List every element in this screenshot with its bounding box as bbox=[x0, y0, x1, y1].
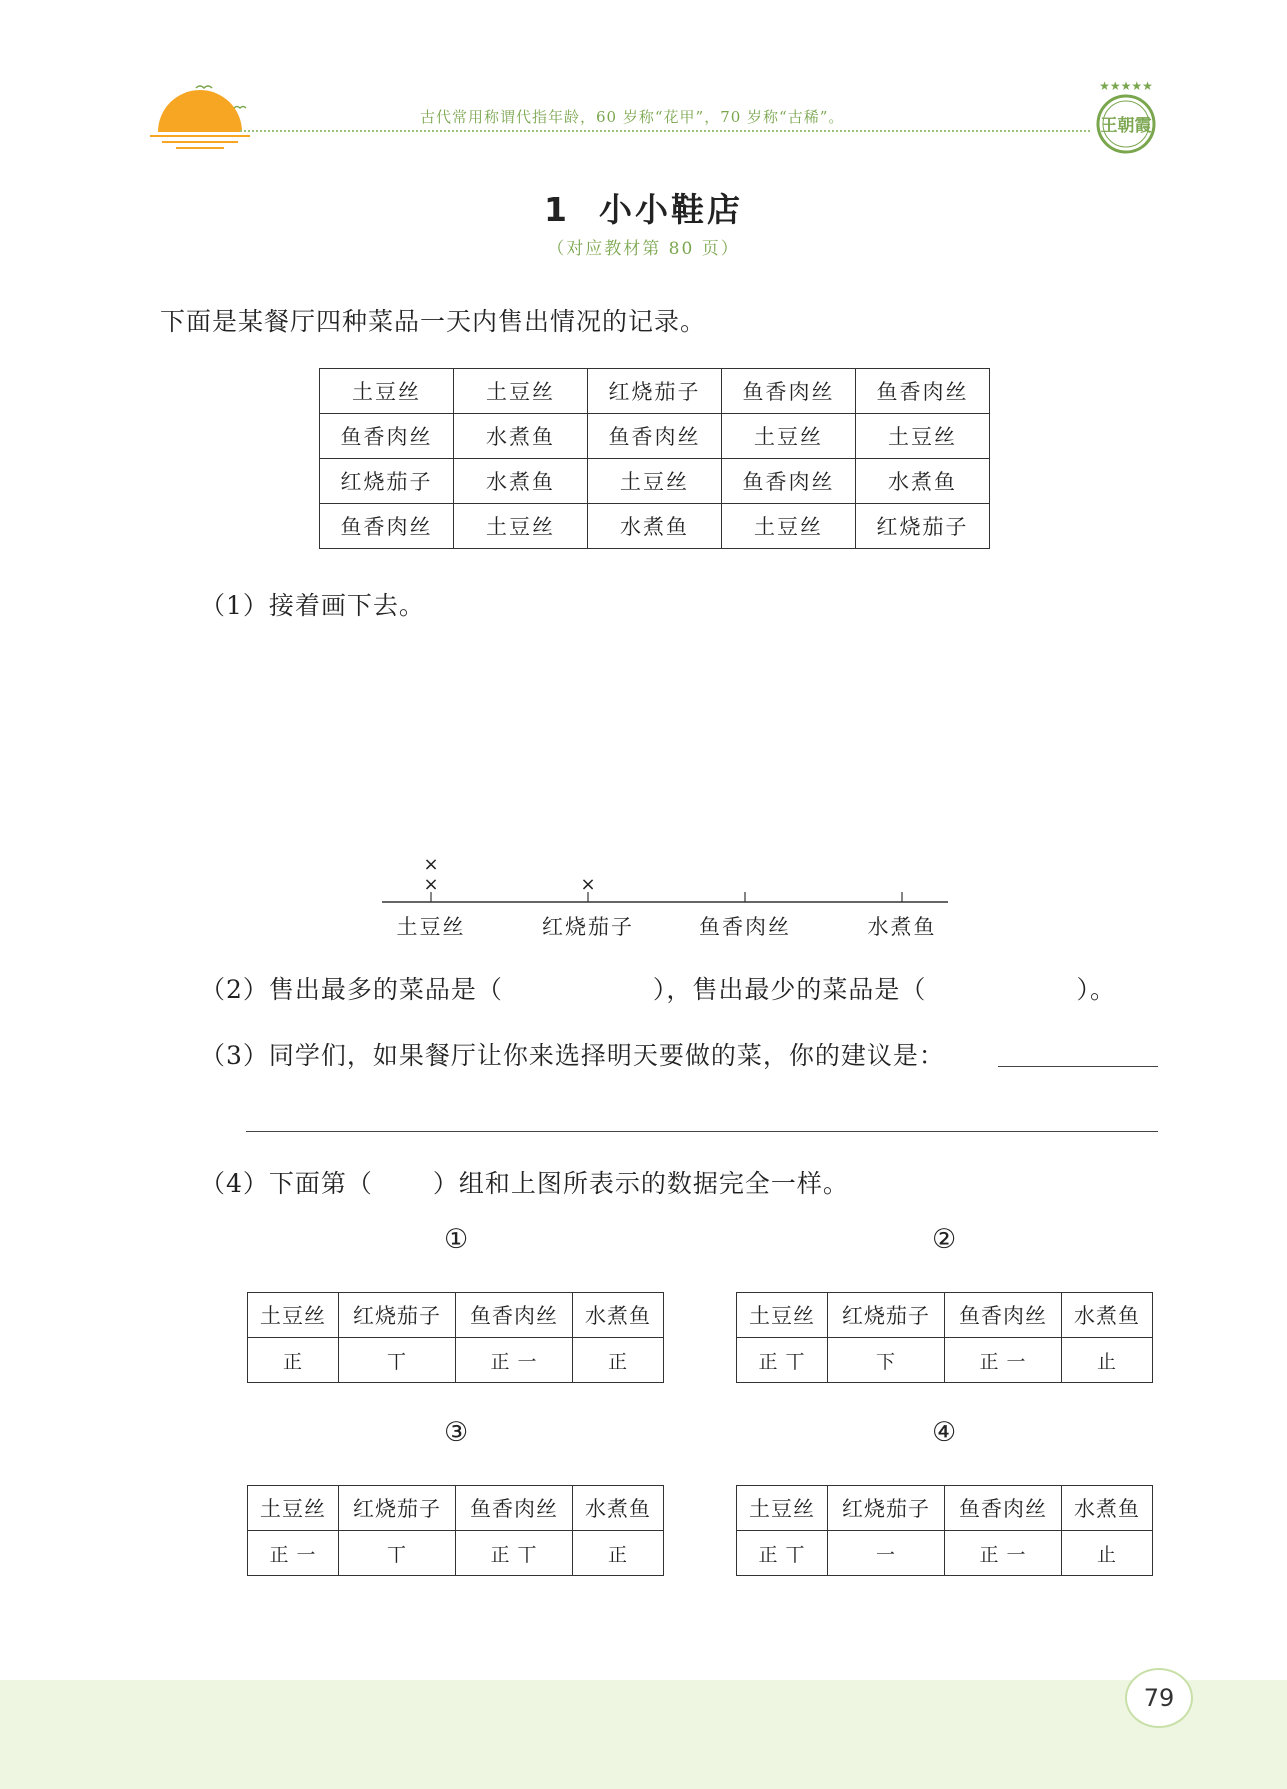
tally-cell: 正 一 bbox=[945, 1531, 1062, 1576]
tally-cell: 丅 bbox=[339, 1531, 456, 1576]
cross-mark: × bbox=[580, 874, 596, 895]
table-header-cell: 土豆丝 bbox=[248, 1293, 339, 1338]
seal-text: 王朝霞 bbox=[1100, 116, 1152, 136]
table-row bbox=[320, 369, 990, 414]
header-divider bbox=[240, 130, 1090, 132]
question-4 bbox=[200, 1164, 849, 1200]
table-cell: 鱼香肉丝 bbox=[588, 414, 722, 459]
table-cell: 红烧茄子 bbox=[320, 459, 454, 504]
table-cell: 水煮鱼 bbox=[454, 414, 588, 459]
table-header-cell: 土豆丝 bbox=[737, 1486, 828, 1531]
table-header-cell: 鱼香肉丝 bbox=[945, 1293, 1062, 1338]
answer-line[interactable] bbox=[246, 1131, 1158, 1132]
svg-text:★★★★★: ★★★★★ bbox=[1099, 79, 1153, 93]
option-3-table bbox=[247, 1485, 664, 1576]
table-header-cell: 鱼香肉丝 bbox=[945, 1486, 1062, 1531]
page-number: 79 bbox=[1125, 1668, 1193, 1728]
tally-cell: 正 bbox=[573, 1338, 664, 1383]
table-header-cell: 水煮鱼 bbox=[1062, 1486, 1153, 1531]
option-1-label: ① bbox=[444, 1224, 469, 1255]
table-header-cell: 水煮鱼 bbox=[573, 1293, 664, 1338]
table-row bbox=[248, 1338, 664, 1383]
table-cell: 土豆丝 bbox=[722, 414, 856, 459]
question-3: （3）同学们，如果餐厅让你来选择明天要做的菜，你的建议是： bbox=[200, 1041, 945, 1070]
option-2-table bbox=[736, 1292, 1153, 1383]
tally-cell: 正 丅 bbox=[737, 1531, 828, 1576]
question-1: （1）接着画下去。 bbox=[200, 591, 425, 620]
tally-cell: 正 bbox=[248, 1338, 339, 1383]
page-subtitle: （对应教材第 80 页） bbox=[547, 239, 740, 259]
table-cell: 土豆丝 bbox=[856, 414, 990, 459]
table-row bbox=[320, 504, 990, 549]
table-header-cell: 鱼香肉丝 bbox=[456, 1486, 573, 1531]
table-header-cell: 土豆丝 bbox=[737, 1293, 828, 1338]
table-cell: 红烧茄子 bbox=[856, 504, 990, 549]
table-cell: 土豆丝 bbox=[320, 369, 454, 414]
page-title: 1 小小鞋店 bbox=[544, 190, 743, 229]
table-cell: 鱼香肉丝 bbox=[722, 369, 856, 414]
category-label: 红烧茄子 bbox=[542, 915, 634, 939]
answer-line[interactable] bbox=[998, 1066, 1158, 1067]
brand-seal bbox=[1085, 76, 1167, 158]
table-header-cell: 水煮鱼 bbox=[573, 1486, 664, 1531]
table-row bbox=[320, 414, 990, 459]
table-cell: 鱼香肉丝 bbox=[722, 459, 856, 504]
dot-plot-chart bbox=[380, 840, 960, 950]
option-4-label: ④ bbox=[932, 1417, 957, 1448]
option-4-table bbox=[736, 1485, 1153, 1576]
table-header-cell: 鱼香肉丝 bbox=[456, 1293, 573, 1338]
question-2-part-a: （2）售出最多的菜品是（ bbox=[200, 975, 503, 1004]
table-row bbox=[248, 1531, 664, 1576]
tally-cell: 下 bbox=[828, 1338, 945, 1383]
table-row bbox=[737, 1338, 1153, 1383]
category-label: 鱼香肉丝 bbox=[699, 915, 791, 939]
table-row bbox=[737, 1486, 1153, 1531]
tally-cell: 止 bbox=[1062, 1338, 1153, 1383]
cross-mark: × bbox=[423, 854, 439, 875]
category-label: 土豆丝 bbox=[396, 915, 466, 939]
question-2 bbox=[200, 970, 1116, 1006]
table-cell: 鱼香肉丝 bbox=[320, 504, 454, 549]
tally-cell: 正 丅 bbox=[737, 1338, 828, 1383]
option-3-label: ③ bbox=[444, 1417, 469, 1448]
table-header-cell: 水煮鱼 bbox=[1062, 1293, 1153, 1338]
table-cell: 水煮鱼 bbox=[588, 504, 722, 549]
option-2-label: ② bbox=[932, 1224, 957, 1255]
table-header-cell: 红烧茄子 bbox=[828, 1486, 945, 1531]
tally-cell: 正 丅 bbox=[456, 1531, 573, 1576]
table-cell: 土豆丝 bbox=[454, 504, 588, 549]
sunset-decoration bbox=[150, 80, 260, 155]
cross-mark: × bbox=[423, 874, 439, 895]
table-cell: 土豆丝 bbox=[722, 504, 856, 549]
tally-cell: 一 bbox=[828, 1531, 945, 1576]
header-quote: 古代常用称谓代指年龄，60 岁称“花甲”，70 岁称“古稀”。 bbox=[420, 108, 845, 126]
table-cell: 土豆丝 bbox=[454, 369, 588, 414]
table-cell: 水煮鱼 bbox=[856, 459, 990, 504]
question-4-part-a: （4）下面第（ bbox=[200, 1169, 373, 1198]
table-row bbox=[248, 1293, 664, 1338]
tally-cell: 正 一 bbox=[248, 1531, 339, 1576]
option-1-table bbox=[247, 1292, 664, 1383]
question-4-part-b: ）组和上图所表示的数据完全一样。 bbox=[432, 1169, 849, 1198]
question-2-part-b: ），售出最少的菜品是（ bbox=[652, 975, 927, 1004]
footer-band bbox=[0, 1680, 1287, 1789]
table-header-cell: 土豆丝 bbox=[248, 1486, 339, 1531]
table-cell: 水煮鱼 bbox=[454, 459, 588, 504]
question-2-part-c: ）。 bbox=[1076, 975, 1116, 1004]
table-header-cell: 红烧茄子 bbox=[828, 1293, 945, 1338]
table-cell: 红烧茄子 bbox=[588, 369, 722, 414]
record-table bbox=[319, 368, 990, 549]
table-cell: 鱼香肉丝 bbox=[320, 414, 454, 459]
table-row bbox=[320, 459, 990, 504]
table-row bbox=[737, 1293, 1153, 1338]
table-header-cell: 红烧茄子 bbox=[339, 1293, 456, 1338]
intro-text: 下面是某餐厅四种菜品一天内售出情况的记录。 bbox=[160, 307, 707, 336]
tally-cell: 正 一 bbox=[456, 1338, 573, 1383]
table-row bbox=[248, 1486, 664, 1531]
tally-cell: 丅 bbox=[339, 1338, 456, 1383]
tally-cell: 止 bbox=[1062, 1531, 1153, 1576]
table-cell: 土豆丝 bbox=[588, 459, 722, 504]
tally-cell: 正 一 bbox=[945, 1338, 1062, 1383]
table-cell: 鱼香肉丝 bbox=[856, 369, 990, 414]
tally-cell: 正 bbox=[573, 1531, 664, 1576]
category-label: 水煮鱼 bbox=[867, 915, 937, 939]
table-row bbox=[737, 1531, 1153, 1576]
table-header-cell: 红烧茄子 bbox=[339, 1486, 456, 1531]
